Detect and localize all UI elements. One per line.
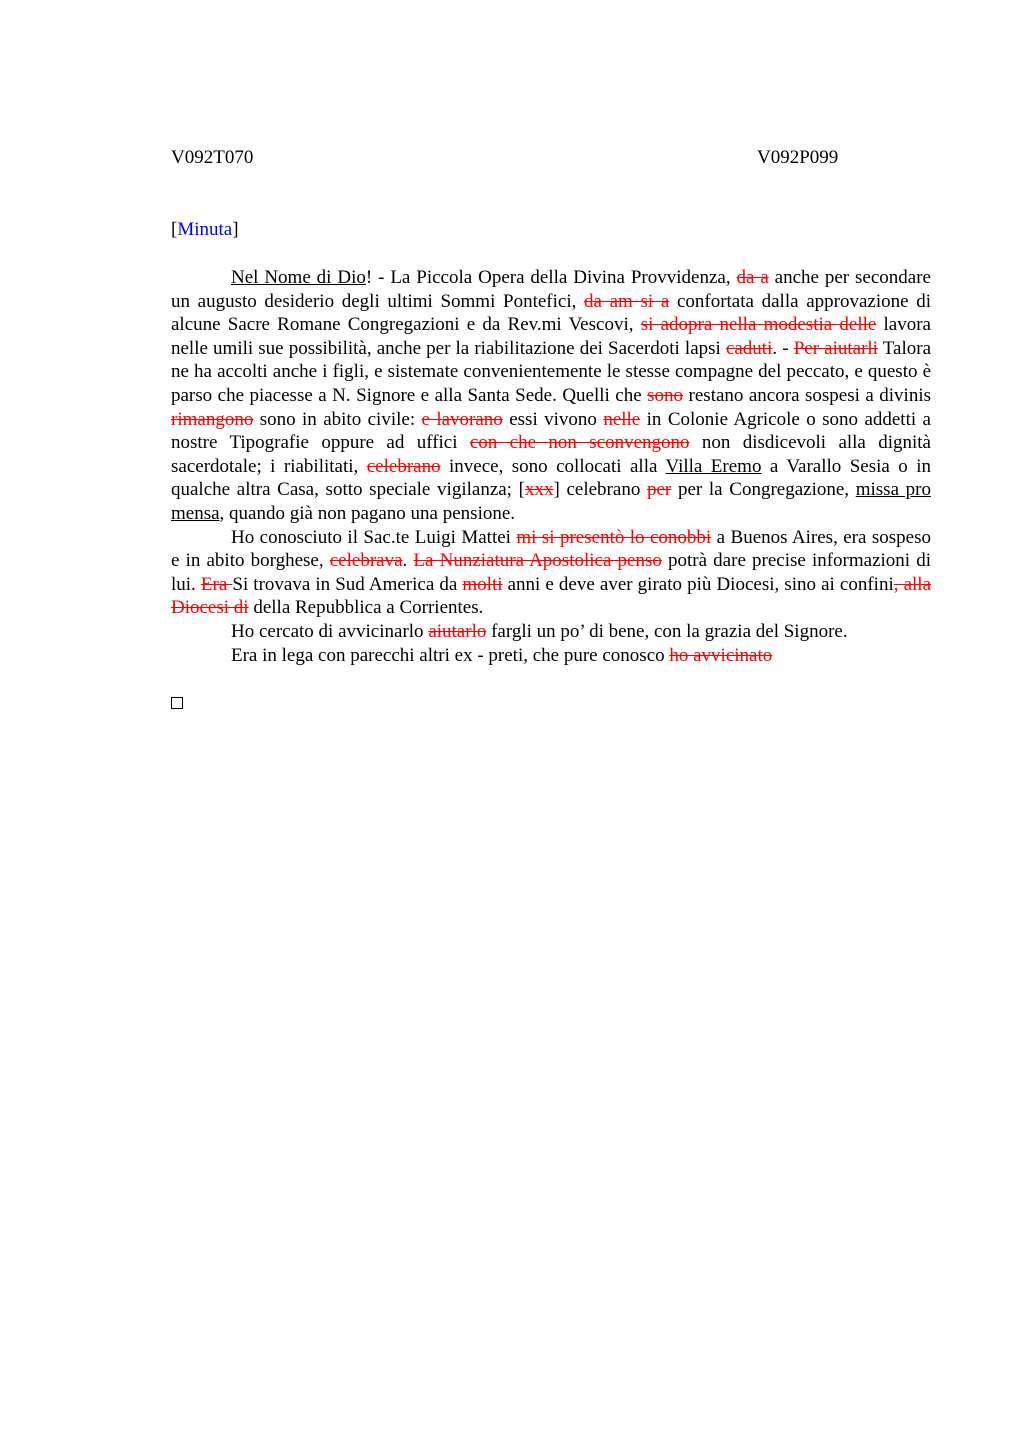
deleted-text: con che non sconvengono: [469, 432, 690, 454]
paragraph-2: [171, 526, 931, 620]
text-run: ! - La Piccola Opera della Divina Provvidenza,: [365, 267, 737, 288]
deleted-text: sono: [647, 384, 684, 406]
deleted-text: xxx: [524, 479, 554, 501]
document-code-left: V092T070: [171, 147, 254, 168]
deleted-text: si adopra nella modestia delle: [640, 314, 877, 336]
text-run: .: [402, 550, 414, 572]
document-header: [171, 146, 931, 170]
text-run: non disdicevoli alla dignità sacerdotale; i riabilitati,: [171, 432, 931, 477]
deleted-text: rimangono: [171, 408, 254, 430]
bracket-close: ]: [232, 219, 239, 240]
text-run: Era in lega con parecchi altri ex - preti, che pure conosco: [231, 644, 670, 666]
deleted-text: da a: [736, 267, 769, 288]
empty-checkbox-icon: [171, 697, 183, 709]
deleted-text: ho avvicinato: [669, 644, 773, 666]
bracket-open: [: [171, 219, 178, 240]
text-run: ] celebrano: [553, 479, 647, 501]
minuta-label: Minuta: [177, 219, 233, 240]
text-run: Ho conosciuto il Sac.te Luigi Mattei: [231, 526, 517, 548]
text-run: potrà dare precise informazioni di lui.: [171, 550, 932, 595]
text-run: lavora nelle umili sue possibilità, anche per la riabilitazione dei Sacerdoti lapsi: [171, 314, 931, 359]
text-run: a Buenos Aires, era sospeso e in abito borghese,: [171, 526, 931, 572]
text-run: invece, sono collocati alla: [440, 455, 666, 477]
deleted-text: nelle: [603, 408, 641, 430]
deleted-text: aiutarlo: [428, 620, 487, 642]
deleted-text: Per aiutarli: [793, 337, 878, 359]
text-run: Ho cercato di avvicinarlo: [231, 620, 429, 642]
deleted-text: da am si a: [584, 290, 670, 312]
text-run: a Varallo Sesia o in qualche altra Casa, sotto speciale vigilanza; [: [171, 455, 932, 501]
deleted-text: , alla Diocesi di: [171, 573, 931, 619]
text-run: restano ancora sospesi a divinis: [683, 384, 931, 406]
text-run: sono in abito civile:: [253, 408, 422, 430]
text-run: confortata dalla approvazione di alcune Sacre Romane Congregazioni e da Rev.mi Vescovi,: [171, 290, 931, 336]
deleted-text: Era: [200, 573, 233, 595]
deleted-text: celebrava: [329, 550, 403, 572]
text-run: Si trovava in Sud America da: [232, 573, 463, 595]
text-run: . -: [772, 337, 794, 359]
deleted-text: e lavorano: [421, 408, 503, 430]
text-run: anni e deve aver girato più Diocesi, sino ai confini: [502, 573, 894, 595]
deleted-text: celebrano: [366, 455, 441, 477]
deleted-text: La Nunziatura Apostolica penso: [413, 550, 662, 572]
text-run: in Colonie Agricole o sono addetti a nostre Tipografie oppure ad uffici: [171, 408, 931, 454]
document-type-label: [171, 218, 239, 242]
text-run: della Repubblica a Corrientes.: [248, 597, 484, 619]
text-run: anche per secondare un augusto desiderio degli ultimi Sommi Pontefici,: [171, 267, 931, 312]
text-run: essi vivono: [502, 408, 604, 430]
document-code-right: V092P099: [757, 147, 839, 168]
paragraph-4: [171, 644, 931, 668]
underlined-text: Villa Eremo: [665, 455, 762, 477]
text-run: Talora ne ha accolti anche i figli, e sistemate convenientemente le stesse compagne del peccato, e questo è parso che piacesse a N. Signore e alla Santa Sede. Quelli che: [171, 337, 931, 406]
underlined-text: missa pro mensa: [171, 479, 932, 524]
text-run: per la Congregazione,: [671, 479, 856, 501]
letter-body: [171, 266, 931, 667]
paragraph-1: [171, 266, 931, 526]
deleted-text: mi si presentò lo conobbi: [516, 526, 712, 548]
invocation-underlined: Nel Nome di Dio: [231, 267, 366, 288]
text-run: fargli un po’ di bene, con la grazia del Signore.: [486, 620, 848, 642]
deleted-text: caduti: [725, 337, 773, 359]
deleted-text: per: [647, 479, 672, 501]
deleted-text: molti: [462, 573, 503, 595]
text-run: , quando già non pagano una pensione.: [219, 502, 516, 524]
paragraph-3: [171, 620, 931, 644]
